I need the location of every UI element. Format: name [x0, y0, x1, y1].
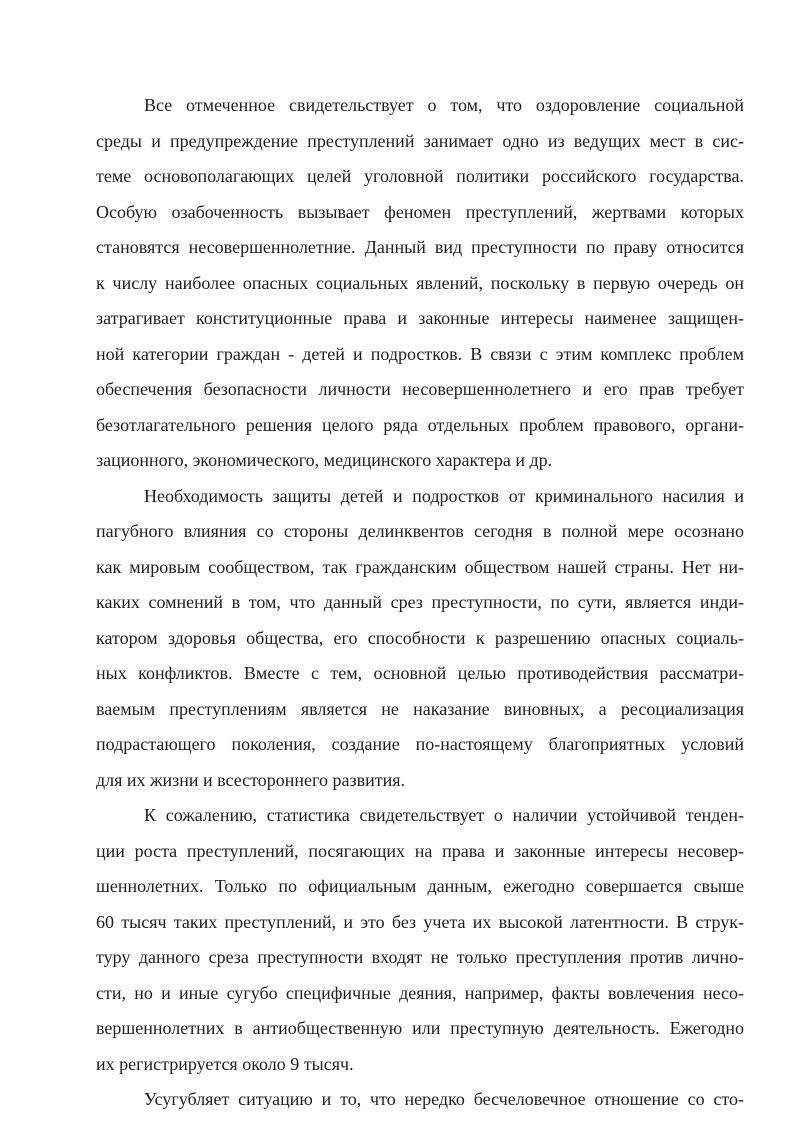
text-line: их регистрируется около 9 тысяч.: [96, 1054, 354, 1074]
text-line: К сожалению, статистика свидетельствует о наличии устойчивой тенден-: [144, 805, 744, 825]
text-line: обеспечения безопасности личности несовершеннолетнего и его прав требует: [96, 379, 744, 399]
text-line: среды и предупреждение преступлений занимает одно из ведущих мест в сис-: [96, 131, 744, 151]
text-line: для их жизни и всестороннего развития.: [96, 770, 405, 790]
text-line: шеннолетних. Только по официальным данным, ежегодно совершается свыше: [96, 876, 744, 896]
text-line: Все отмеченное свидетельствует о том, что оздоровление социальной: [144, 95, 744, 115]
text-line: к числу наиболее опасных социальных явлений, поскольку в первую очередь он: [96, 273, 744, 293]
text-line: Усугубляет ситуацию и то, что нередко бесчеловечное отношение со сто-: [144, 1089, 744, 1109]
text-line: зационного, экономического, медицинского характера и др.: [96, 450, 553, 470]
text-line: 60 тысяч таких преступлений, и это без учета их высокой латентности. В струк-: [96, 912, 744, 932]
text-line: катором здоровья общества, его способности к разрешению опасных социаль-: [96, 628, 744, 648]
text-line: ции роста преступлений, посягающих на права и законные интересы несовер-: [96, 841, 744, 861]
text-line: теме основополагающих целей уголовной политики российского государства.: [96, 166, 744, 186]
text-line: туру данного среза преступности входят не только преступления против лично-: [96, 947, 744, 967]
text-line: вершеннолетних в антиобщественную или преступную деятельность. Ежегодно: [96, 1018, 744, 1038]
text-line: подрастающего поколения, создание по-настоящему благоприятных условий: [96, 734, 744, 754]
text-line: безотлагательного решения целого ряда отдельных проблем правового, органи-: [96, 415, 744, 435]
text-line: Необходимость защиты детей и подростков от криминального насилия и: [144, 486, 744, 506]
text-line: ваемым преступлениям является не наказание виновных, а ресоциализация: [96, 699, 744, 719]
text-line: как мировым сообществом, так гражданским обществом нашей страны. Нет ни-: [96, 557, 744, 577]
text-line: каких сомнений в том, что данный срез преступности, по сути, является инди-: [96, 592, 744, 612]
text-line: становятся несовершеннолетние. Данный вид преступности по праву относится: [96, 237, 744, 257]
text-line: ных конфликтов. Вместе с тем, основной целью противодействия рассматри-: [96, 663, 744, 683]
text-line: сти, но и иные сугубо специфичные деяния, например, факты вовлечения несо-: [96, 983, 744, 1003]
text-line: Особую озабоченность вызывает феномен преступлений, жертвами которых: [96, 202, 744, 222]
text-line: ной категории граждан - детей и подростков. В связи с этим комплекс проблем: [96, 344, 744, 364]
text-line: пагубного влияния со стороны делинквентов сегодня в полной мере осознано: [96, 521, 744, 541]
text-line: затрагивает конституционные права и законные интересы наименее защищен-: [96, 308, 744, 328]
